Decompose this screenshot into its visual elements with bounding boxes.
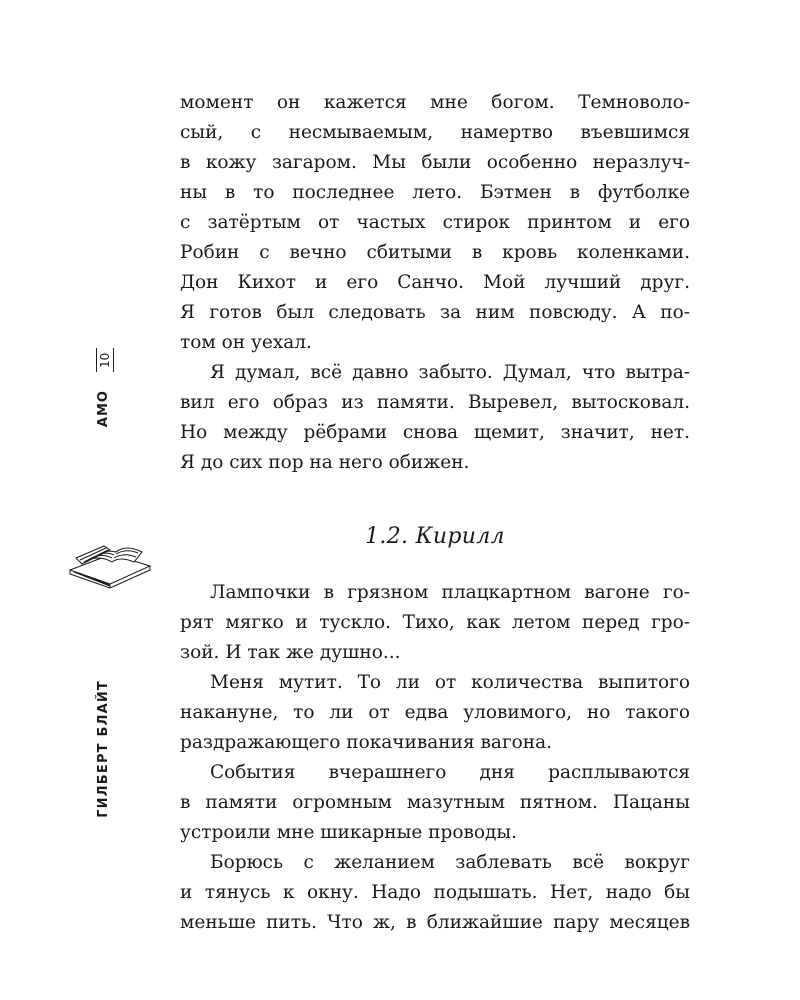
chapter-heading: 1.2. Кирилл	[365, 524, 505, 549]
text-line: с затёртым от частых стирок принтом и его	[180, 212, 690, 233]
paragraph	[180, 358, 690, 478]
text-line: Борюсь с желанием заблевать всё вокруг	[210, 852, 690, 873]
paragraph	[180, 758, 690, 848]
main-text	[180, 88, 690, 938]
text-line: Я думал, всё давно забыто. Думал, что вытра-	[210, 362, 690, 383]
text-line: Но между рёбрами снова щемит, значит, нет.	[180, 422, 690, 443]
text-line: том он уехал.	[180, 332, 312, 353]
text-line: накануне, то ли от едва уловимого, но такого	[180, 702, 690, 723]
text-line: События вчерашнего дня расплываются	[210, 762, 690, 783]
text-line: вил его образ из памяти. Выревел, вытосковал.	[180, 392, 690, 413]
text-line: рят мягко и тускло. Тихо, как летом перед гро-	[180, 612, 690, 633]
text-line: в кожу загаром. Мы были особенно неразлуч-	[180, 152, 690, 173]
paragraph	[180, 88, 690, 358]
running-title: АМО	[96, 390, 111, 428]
text-line: в памяти огромным мазутным пятном. Пацаны	[180, 792, 690, 813]
margin-column	[84, 330, 136, 830]
text-line: Робин с вечно сбитыми в кровь коленками.	[180, 242, 690, 263]
text-line: момент он кажется мне богом. Темноволо-	[180, 92, 690, 113]
text-line: зой. И так же душно...	[180, 642, 401, 663]
page-number: 10	[96, 348, 114, 372]
text-line: меньше пить. Что ж, в ближайшие пару месяцев	[180, 912, 690, 933]
text-section-bottom	[180, 578, 690, 938]
author-name: ГИЛБЕРТ БЛАЙТ	[96, 680, 111, 818]
text-line: раздражающего покачивания вагона.	[180, 732, 553, 753]
books-icon	[64, 540, 154, 590]
text-line: Я до сих пор на него обижен.	[180, 452, 470, 473]
text-section-top	[180, 88, 690, 478]
paragraph	[180, 848, 690, 938]
paragraph	[180, 668, 690, 758]
text-line: сый, с несмываемым, намертво въевшимся	[180, 122, 690, 143]
text-line: Меня мутит. То ли от количества выпитого	[210, 672, 690, 693]
paragraph	[180, 578, 690, 668]
text-line: Дон Кихот и его Санчо. Мой лучший друг.	[180, 272, 690, 293]
text-line: Лампочки в грязном плацкартном вагоне го-	[210, 582, 690, 603]
text-line: устроили мне шикарные проводы.	[180, 822, 518, 843]
text-line: ны в то последнее лето. Бэтмен в футболке	[180, 182, 690, 203]
text-line: и тянусь к окну. Надо подышать. Нет, надо бы	[180, 882, 690, 903]
text-line: Я готов был следовать за ним повсюду. А по-	[180, 302, 690, 323]
